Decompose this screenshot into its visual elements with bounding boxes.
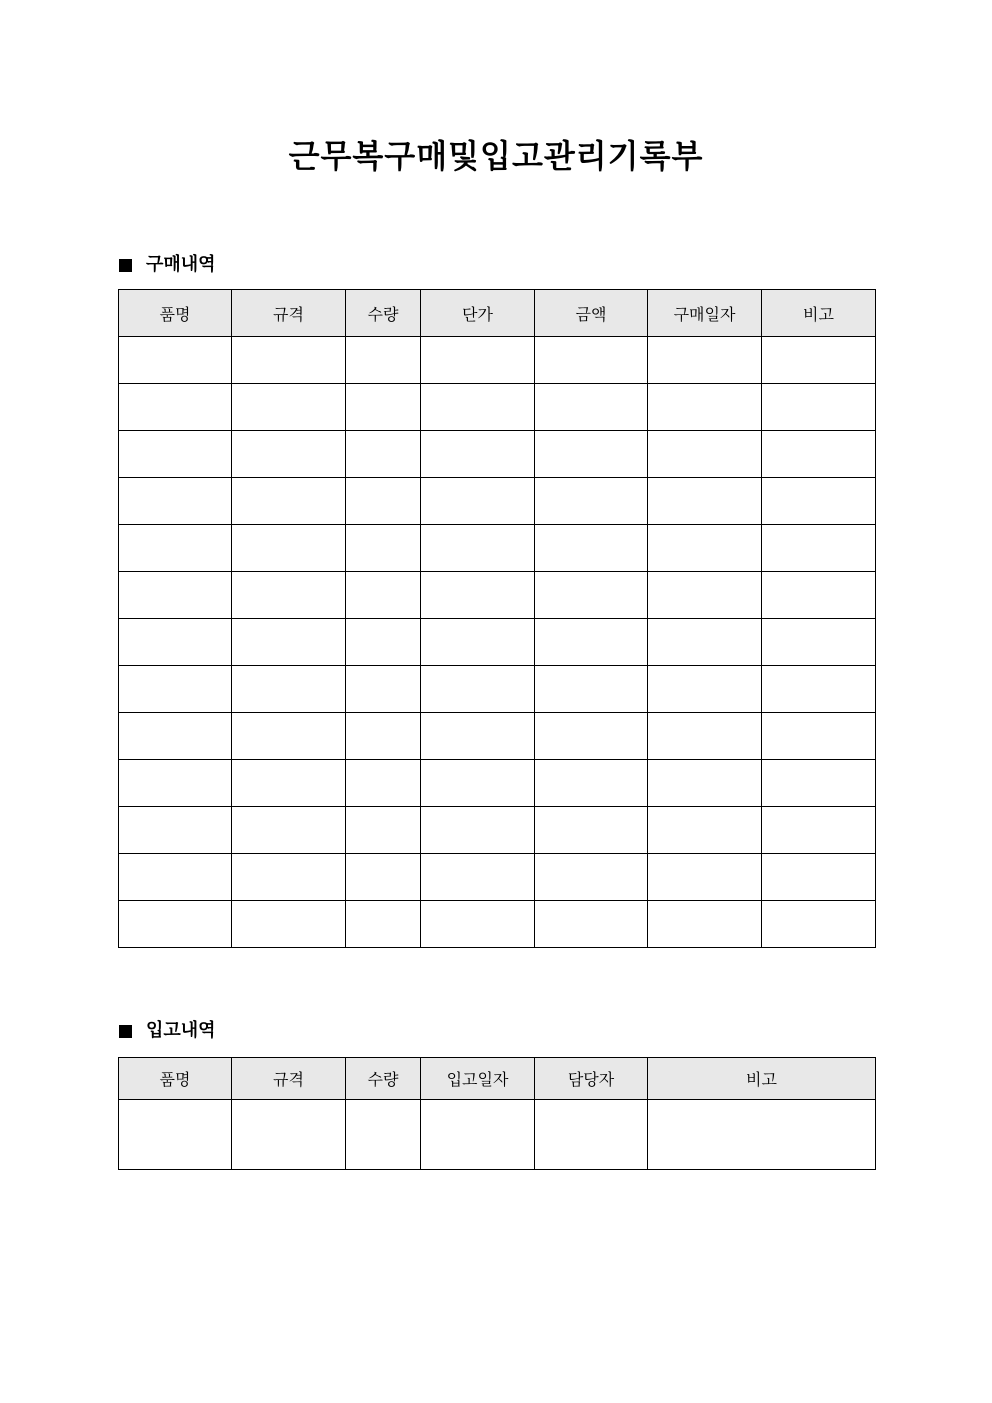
purchase-table-cell	[535, 666, 648, 713]
purchase-table-cell	[232, 337, 346, 384]
purchase-table-cell	[535, 525, 648, 572]
purchase-table-cell	[421, 431, 535, 478]
purchase-table-cell	[232, 760, 346, 807]
purchase-table-cell	[762, 525, 876, 572]
purchase-table-cell	[346, 760, 421, 807]
purchase-col-unit-price: 단가	[421, 290, 535, 337]
purchase-table-row	[119, 901, 876, 948]
purchase-table-cell	[762, 760, 876, 807]
purchase-section-heading	[119, 253, 216, 277]
purchase-table-cell	[346, 619, 421, 666]
purchase-table-cell	[232, 478, 346, 525]
purchase-table-row	[119, 666, 876, 713]
purchase-table-row	[119, 572, 876, 619]
purchase-table-cell	[232, 384, 346, 431]
purchase-table-cell	[346, 901, 421, 948]
purchase-table-cell	[232, 572, 346, 619]
purchase-table-row	[119, 337, 876, 384]
purchase-table-cell	[346, 431, 421, 478]
purchase-table-cell	[119, 478, 232, 525]
purchase-table-cell	[648, 478, 762, 525]
purchase-table-cell	[535, 619, 648, 666]
purchase-table-cell	[232, 854, 346, 901]
purchase-table-cell	[346, 572, 421, 619]
purchase-table-cell	[648, 337, 762, 384]
purchase-table-cell	[535, 431, 648, 478]
purchase-table	[118, 289, 876, 948]
purchase-table-cell	[421, 854, 535, 901]
receipt-col-remarks: 비고	[648, 1058, 876, 1100]
purchase-table-cell	[232, 713, 346, 760]
purchase-table-cell	[119, 666, 232, 713]
purchase-table-cell	[762, 854, 876, 901]
purchase-table-cell	[119, 807, 232, 854]
purchase-table-cell	[232, 666, 346, 713]
purchase-table-cell	[762, 572, 876, 619]
purchase-table-cell	[346, 337, 421, 384]
purchase-table-cell	[421, 478, 535, 525]
purchase-table-cell	[421, 619, 535, 666]
purchase-table-cell	[648, 807, 762, 854]
receipt-section-heading	[119, 1019, 216, 1043]
purchase-table-cell	[346, 807, 421, 854]
purchase-table-cell	[762, 431, 876, 478]
receipt-table-row	[119, 1100, 876, 1170]
purchase-col-amount: 금액	[535, 290, 648, 337]
receipt-heading-label: 입고내역	[146, 1020, 216, 1041]
purchase-table-cell	[648, 760, 762, 807]
purchase-table-cell	[119, 713, 232, 760]
receipt-table-cell	[119, 1100, 232, 1170]
purchase-heading-label: 구매내역	[146, 254, 216, 275]
purchase-table-row	[119, 619, 876, 666]
purchase-table-cell	[648, 713, 762, 760]
purchase-table-cell	[648, 666, 762, 713]
purchase-table-cell	[232, 431, 346, 478]
purchase-table-cell	[648, 619, 762, 666]
purchase-table-cell	[119, 431, 232, 478]
purchase-table-row	[119, 854, 876, 901]
purchase-table-cell	[762, 337, 876, 384]
purchase-table-cell	[762, 713, 876, 760]
purchase-table-row	[119, 431, 876, 478]
purchase-col-quantity: 수량	[346, 290, 421, 337]
purchase-table-cell	[421, 713, 535, 760]
receipt-table-cell	[421, 1100, 535, 1170]
purchase-table-cell	[232, 525, 346, 572]
receipt-col-manager: 담당자	[535, 1058, 648, 1100]
purchase-table-cell	[535, 572, 648, 619]
purchase-table-cell	[421, 760, 535, 807]
purchase-table-row	[119, 478, 876, 525]
purchase-col-purchase-date: 구매일자	[648, 290, 762, 337]
purchase-table-cell	[421, 901, 535, 948]
page-title: 근무복구매및입고관리기록부	[288, 137, 704, 175]
purchase-table-cell	[119, 337, 232, 384]
purchase-table-cell	[421, 384, 535, 431]
purchase-table-cell	[421, 807, 535, 854]
purchase-table-cell	[762, 901, 876, 948]
purchase-table-cell	[119, 525, 232, 572]
purchase-table-row	[119, 760, 876, 807]
purchase-table-cell	[535, 854, 648, 901]
receipt-table-cell	[232, 1100, 346, 1170]
purchase-table-cell	[346, 478, 421, 525]
receipt-table-cell	[648, 1100, 876, 1170]
receipt-col-quantity: 수량	[346, 1058, 421, 1100]
receipt-col-item-name: 품명	[119, 1058, 232, 1100]
purchase-table-cell	[119, 572, 232, 619]
purchase-col-spec: 규격	[232, 290, 346, 337]
purchase-table-cell	[762, 807, 876, 854]
purchase-table-cell	[421, 337, 535, 384]
purchase-table-cell	[421, 572, 535, 619]
receipt-table	[118, 1057, 876, 1170]
purchase-table-cell	[119, 384, 232, 431]
purchase-table-cell	[648, 572, 762, 619]
purchase-table-cell	[232, 807, 346, 854]
purchase-table-row	[119, 807, 876, 854]
square-bullet-icon	[119, 259, 132, 272]
purchase-table-cell	[535, 337, 648, 384]
purchase-table-cell	[648, 901, 762, 948]
purchase-table-row	[119, 384, 876, 431]
purchase-table-cell	[648, 854, 762, 901]
purchase-table-cell	[535, 807, 648, 854]
receipt-col-spec: 규격	[232, 1058, 346, 1100]
purchase-table-cell	[648, 384, 762, 431]
purchase-table-cell	[535, 478, 648, 525]
receipt-table-cell	[346, 1100, 421, 1170]
purchase-table-cell	[346, 525, 421, 572]
square-bullet-icon	[119, 1025, 132, 1038]
purchase-table-cell	[119, 619, 232, 666]
purchase-table-cell	[421, 666, 535, 713]
purchase-table-cell	[535, 760, 648, 807]
purchase-table-cell	[762, 619, 876, 666]
purchase-table-cell	[346, 854, 421, 901]
purchase-table-cell	[232, 619, 346, 666]
purchase-table-cell	[648, 431, 762, 478]
purchase-table-cell	[535, 713, 648, 760]
purchase-table-cell	[535, 384, 648, 431]
purchase-table-cell	[648, 525, 762, 572]
purchase-table-cell	[119, 760, 232, 807]
purchase-table-cell	[346, 384, 421, 431]
purchase-table-row	[119, 525, 876, 572]
purchase-col-item-name: 품명	[119, 290, 232, 337]
purchase-table-cell	[762, 478, 876, 525]
purchase-table-cell	[346, 666, 421, 713]
purchase-table-cell	[762, 666, 876, 713]
purchase-table-cell	[346, 713, 421, 760]
purchase-table-cell	[535, 901, 648, 948]
purchase-table-row	[119, 713, 876, 760]
purchase-table-cell	[232, 901, 346, 948]
receipt-table-cell	[535, 1100, 648, 1170]
purchase-table-cell	[119, 901, 232, 948]
receipt-header-row	[119, 1058, 876, 1100]
purchase-table-cell	[762, 384, 876, 431]
purchase-table-cell	[421, 525, 535, 572]
receipt-col-receipt-date: 입고일자	[421, 1058, 535, 1100]
purchase-header-row	[119, 290, 876, 337]
purchase-col-remarks: 비고	[762, 290, 876, 337]
purchase-table-cell	[119, 854, 232, 901]
